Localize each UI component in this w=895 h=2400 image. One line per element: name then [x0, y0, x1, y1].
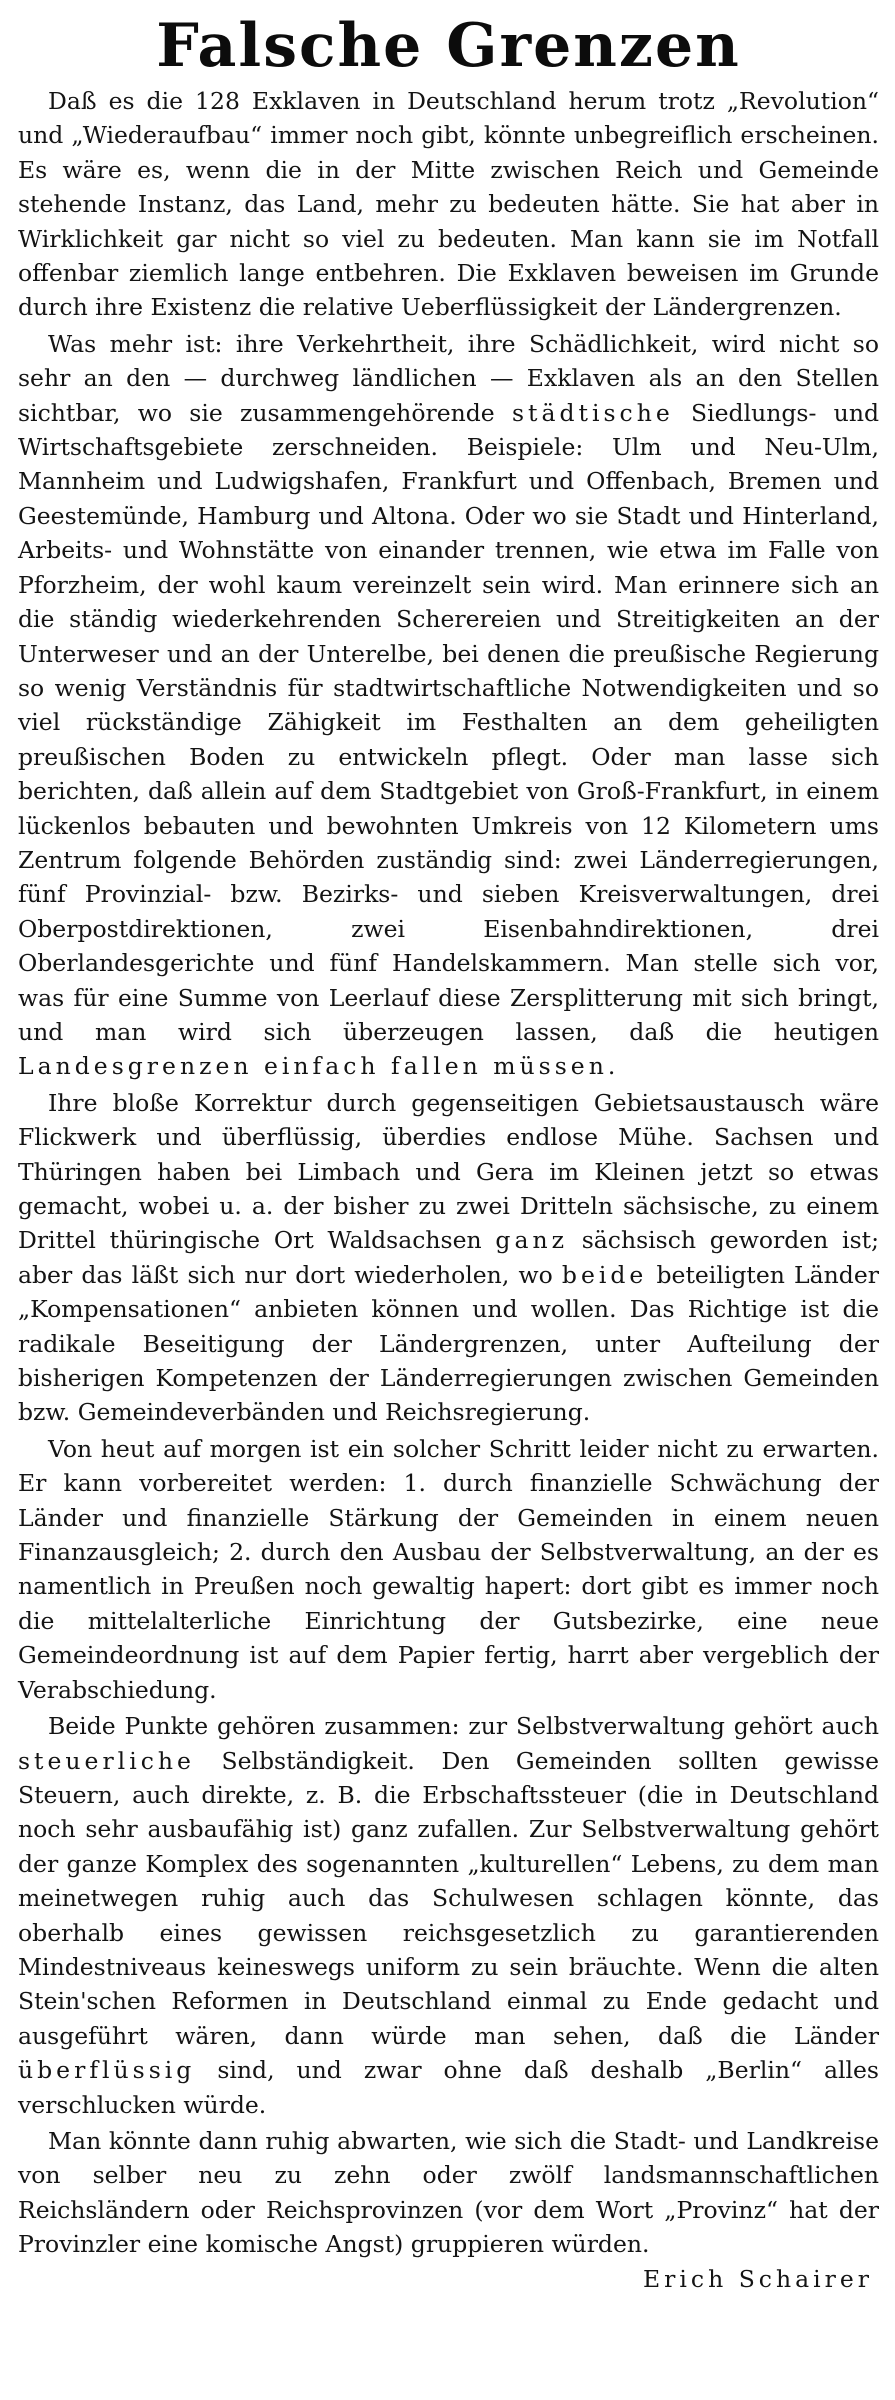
emphasis-beide: beide: [561, 1260, 648, 1289]
paragraph-2-text-a: Was mehr ist: ihre Verkehrtheit, ihre Schädlichkeit, wird nicht so sehr an den — durchweg ländlichen — Exklaven als an den Stellen sichtbar, wo sie zusammengehörende: [18, 329, 879, 427]
paragraph-3-text-b: sächsisch geworden ist; aber das läßt sich nur dort wiederholen, wo: [18, 1226, 879, 1289]
article-body: [18, 84, 879, 2296]
headline: Falsche Grenzen: [156, 11, 741, 81]
paragraph-5: [18, 1709, 879, 2122]
paragraph-5-text-c: sind, und zwar ohne daß deshalb „Berlin“ alles verschlucken würde.: [18, 2056, 879, 2119]
paragraph-3-text-c: beteiligten Länder „Kompensationen“ anbieten können und wollen. Das Richtige ist die radikale Beseitigung der Ländergrenzen, unter Aufteilung der bisherigen Kompetenzen der Länderregierungen zwischen Gemeinden bzw. Gemeindeverbänden und Reichsregierung.: [18, 1260, 879, 1427]
author-byline: Erich Schairer: [643, 2264, 873, 2293]
paragraph-3-text-a: Ihre bloße Korrektur durch gegenseitigen Gebietsaustausch wäre Flickwerk und überflüssig, überdies endlose Mühe. Sachsen und Thüringen haben bei Limbach und Gera im Kleinen jetzt so etwas gemacht, wobei u. a. der bisher zu zwei Dritteln sächsische, zu einem Drittel thüringische Ort Waldsachsen: [18, 1088, 879, 1255]
paragraph-1: Daß es die 128 Exklaven in Deutschland herum trotz „Revolution“ und „Wiederaufbau“ immer noch gibt, könnte unbegreiflich erscheinen. Es wäre es, wenn die in der Mitte zwischen Reich und Gemeinde stehende Instanz, das Land, mehr zu bedeuten hätte. Sie hat aber in Wirklichkeit gar nicht so viel zu bedeuten. Man kann sie im Notfall offenbar ziemlich lange entbehren. Die Exklaven beweisen im Grunde durch ihre Existenz die relative Ueberflüssigkeit der Ländergrenzen.: [18, 87, 879, 322]
emphasis-steuerliche: steuerliche: [18, 1746, 195, 1775]
paragraph-3: [18, 1086, 879, 1430]
paragraph-2: [18, 327, 879, 1084]
paragraph-2-text-b: Siedlungs- und Wirtschaftsgebiete zerschneiden. Beispiele: Ulm und Neu-Ulm, Mannheim und Ludwigshafen, Frankfurt und Offenbach, Bremen und Geestemünde, Hamburg und Altona. Oder wo sie Stadt und Hinterland, Arbeits- und Wohnstätte von einander trennen, wie etwa im Falle von Pforzheim, der wohl kaum vereinzelt sein wird. Man erinnere sich an die ständig wiederkehrenden Scherereien und Streitigkeiten an der Unterweser und an der Unterelbe, bei denen die preußische Regierung so wenig Verständnis für stadtwirtschaftliche Notwendigkeiten und so viel rückständige Zähigkeit im Festhalten an dem geheiligten preußischen Boden zu entwickeln pflegt. Oder man lasse sich berichten, daß allein auf dem Stadtgebiet von Groß-Frankfurt, in einem lückenlos bebauten und bewohnten Umkreis von 12 Kilometern ums Zentrum folgende Behörden zuständig sind: zwei Länderregierungen, fünf Provinzial- bzw. Bezirks- und sieben Kreisverwaltungen, drei Oberpostdirektionen, zwei Eisenbahndirektionen, drei Oberlandesgerichte und fünf Handelskammern. Man stelle sich vor, was für eine Summe von Leerlauf diese Zersplitterung mit sich bringt, und man wird sich überzeugen lassen, daß die heutigen: [18, 398, 879, 1046]
emphasis-ganz: ganz: [495, 1226, 568, 1255]
paragraph-5-text-a: Beide Punkte gehören zusammen: zur Selbstverwaltung gehört auch: [48, 1712, 879, 1741]
emphasis-landesgrenzen: Landesgrenzen einfach fallen müssen.: [18, 1052, 620, 1081]
emphasis-staedtische: städtische: [511, 398, 674, 427]
emphasis-ueberfluessig: überflüssig: [18, 2056, 196, 2085]
paragraph-5-text-b: Selbständigkeit. Den Gemeinden sollten gewisse Steuern, auch direkte, z. B. die Erbschaftssteuer (die in Deutschland noch sehr ausbaufähig ist) ganz zufallen. Zur Selbstverwaltung gehört der ganze Komplex des sogenannten „kulturellen“ Lebens, zu dem man meinetwegen ruhig auch das Schulwesen schlagen könnte, das oberhalb eines gewissen reichsgesetzlich zu garantierenden Mindestniveaus keineswegs uniform zu sein bräuchte. Wenn die alten Stein'schen Reformen in Deutschland einmal zu Ende gedacht und ausgeführt wären, dann würde man sehen, daß die Länder: [18, 1746, 879, 2050]
paragraph-6: Man könnte dann ruhig abwarten, wie sich die Stadt- und Landkreise von selber neu zu zehn oder zwölf landsmannschaftlichen Reichsländern oder Reichsprovinzen (vor dem Wort „Provinz“ hat der Provinzler eine komische Angst) gruppieren würden.: [18, 2126, 879, 2259]
paragraph-4: Von heut auf morgen ist ein solcher Schritt leider nicht zu erwarten. Er kann vorbereitet werden: 1. durch finanzielle Schwächung der Länder und finanzielle Stärkung der Gemeinden in einem neuen Finanzausgleich; 2. durch den Ausbau der Selbstverwaltung, an der es namentlich in Preußen noch gewaltig hapert: dort gibt es immer noch die mittelalterliche Einrichtung der Gutsbezirke, eine neue Gemeindeordnung ist auf dem Papier fertig, harrt aber vergeblich der Verabschiedung.: [18, 1434, 879, 1704]
